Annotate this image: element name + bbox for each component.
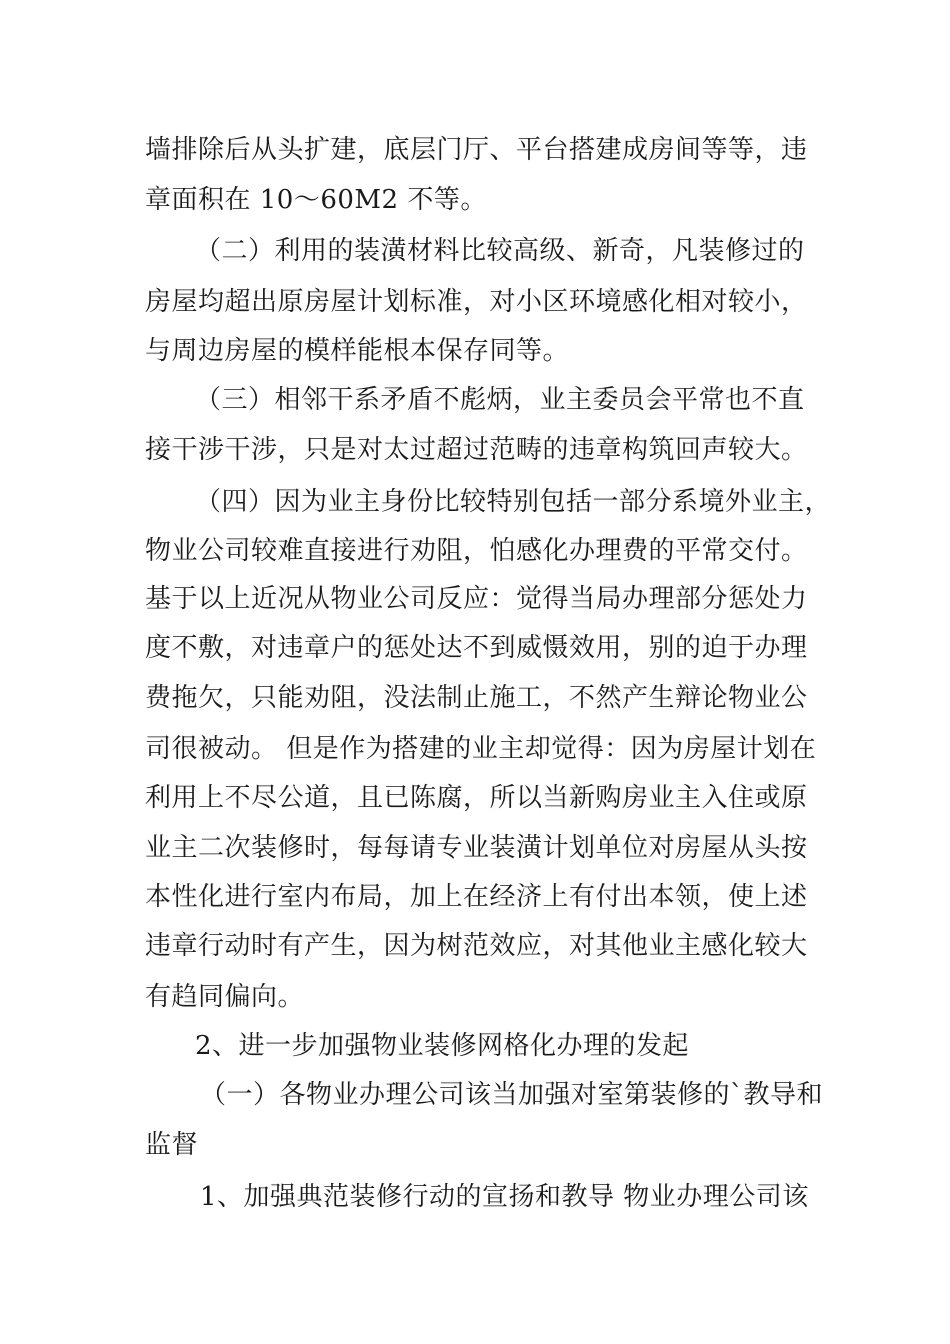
text-line: 度不敷，对违章户的惩处达不到威慑效用，别的迫于办理 — [145, 633, 808, 663]
text-line: 监督 — [145, 1130, 199, 1160]
text-line: 物业公司较难直接进行劝阻，怕感化办理费的平常交付。 — [145, 536, 808, 566]
text-line: 接干涉干涉，只是对太过超过范畴的违章构筑回声较大。 — [145, 435, 808, 465]
text-line: 1、加强典范装修行动的宣扬和教导 物业办理公司该 — [200, 1182, 809, 1212]
text-line: 司很被动。 但是作为搭建的业主却觉得：因为房屋计划在 — [145, 734, 817, 764]
text-line: 与周边房屋的模样能根本保存同等。 — [145, 336, 570, 366]
text-line: （二）利用的装潢材料比较高级、新奇，凡装修过的 — [195, 236, 805, 266]
text-line: 本性化进行室内布局，加上在经济上有付出本领，使上述 — [145, 882, 808, 912]
text-line: 基于以上近况从物业公司反应：觉得当局办理部分惩处力 — [145, 584, 808, 614]
text-line: 费拖欠，只能劝阻，没法制止施工，不然产生辩论物业公 — [145, 683, 808, 713]
text-line: （一）各物业办理公司该当加强对室第装修的`教导和 — [200, 1080, 824, 1110]
section-heading: 2、进一步加强物业装修网格化办理的发起 — [195, 1031, 690, 1061]
text-line: 违章行动时有产生，因为树范效应，对其他业主感化较大 — [145, 931, 808, 961]
text-line: 章面积在 10～60M2 不等。 — [145, 185, 487, 215]
text-line: （三）相邻干系矛盾不彪炳，业主委员会平常也不直 — [195, 385, 805, 415]
text-line: 墙排除后从头扩建，底层门厅、平台搭建成房间等等，违 — [145, 135, 808, 165]
text-line: 利用上不尽公道，且已陈腐，所以当新购房业主入住或原 — [145, 783, 808, 813]
text-line: 业主二次装修时，每每请专业装潢计划单位对房屋从头按 — [145, 833, 808, 863]
text-line: （四）因为业主身份比较特别包括一部分系境外业主， — [195, 487, 832, 517]
text-line: 有趋同偏向。 — [145, 982, 305, 1012]
text-line: 房屋均超出原房屋计划标准，对小区环境感化相对较小， — [145, 287, 808, 317]
